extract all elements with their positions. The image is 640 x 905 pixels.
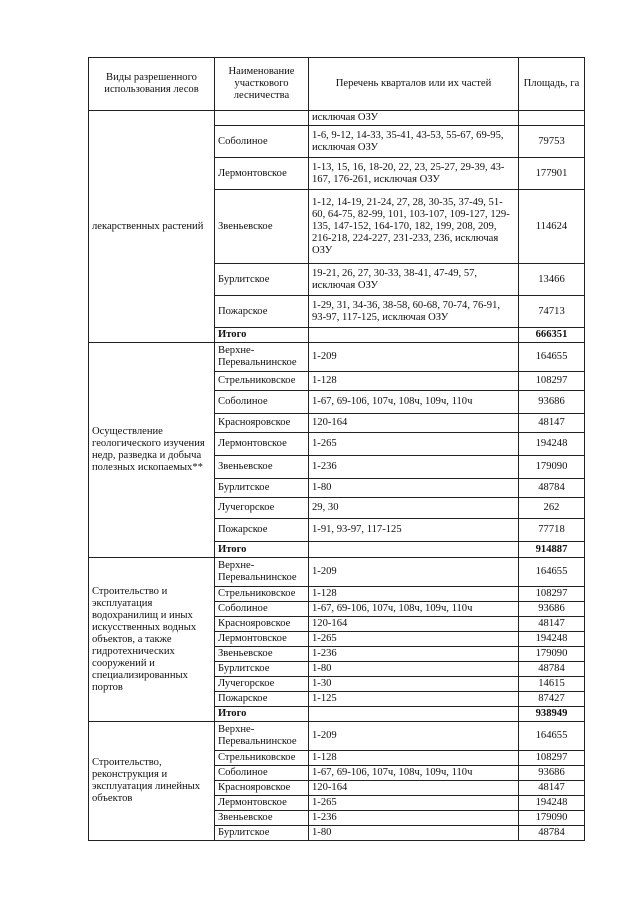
header-area: Площадь, га (519, 58, 585, 111)
quarters-cell: 1-67, 69-106, 107ч, 108ч, 109ч, 110ч (309, 391, 519, 414)
area-cell: 93686 (519, 766, 585, 781)
area-cell: 114624 (519, 190, 585, 264)
header-forestry: Наименование участкового лесничества (215, 58, 309, 111)
forestry-name-cell: Соболиное (215, 126, 309, 158)
forestry-name-cell (215, 111, 309, 126)
forestry-name-cell: Лермонтовское (215, 433, 309, 456)
quarters-cell: 1-128 (309, 751, 519, 766)
quarters-cell: 1-125 (309, 692, 519, 707)
area-cell: 262 (519, 498, 585, 519)
table-row (89, 558, 585, 587)
table-row (89, 722, 585, 751)
header-quarters: Перечень кварталов или их частей (309, 58, 519, 111)
quarters-cell: 1-13, 15, 16, 18-20, 22, 23, 25-27, 29-39, 43-167, 176-261, исключая ОЗУ (309, 158, 519, 190)
quarters-cell: 1-91, 93-97, 117-125 (309, 519, 519, 542)
quarters-cell: 1-236 (309, 456, 519, 479)
quarters-cell: 1-265 (309, 632, 519, 647)
forestry-name-cell: Соболиное (215, 602, 309, 617)
quarters-cell: 1-80 (309, 479, 519, 498)
use-type-cell: Осуществление геологического изучения недр, разведка и добыча полезных ископаемых** (89, 343, 215, 558)
total-area: 938949 (519, 707, 585, 722)
forestry-name-cell: Краснояровское (215, 617, 309, 632)
quarters-cell: 1-128 (309, 587, 519, 602)
area-cell: 194248 (519, 433, 585, 456)
quarters-cell: 120-164 (309, 617, 519, 632)
forestry-name-cell: Лермонтовское (215, 796, 309, 811)
quarters-cell: 1-30 (309, 677, 519, 692)
forestry-name-cell: Верхне-Перевальнинское (215, 722, 309, 751)
total-label: Итого (215, 707, 309, 722)
forestry-name-cell: Краснояровское (215, 781, 309, 796)
area-cell: 48147 (519, 781, 585, 796)
forestry-name-cell: Пожарское (215, 692, 309, 707)
area-cell: 48784 (519, 479, 585, 498)
forestry-name-cell: Лермонтовское (215, 158, 309, 190)
quarters-cell: 120-164 (309, 414, 519, 433)
quarters-cell: 1-236 (309, 811, 519, 826)
area-cell: 48147 (519, 414, 585, 433)
quarters-cell: 1-80 (309, 826, 519, 841)
area-cell: 48784 (519, 826, 585, 841)
quarters-cell: исключая ОЗУ (309, 111, 519, 126)
area-cell: 48147 (519, 617, 585, 632)
quarters-cell: 1-29, 31, 34-36, 38-58, 60-68, 70-74, 76-91, 93-97, 117-125, исключая ОЗУ (309, 296, 519, 328)
area-cell: 13466 (519, 264, 585, 296)
forestry-name-cell: Бурлитское (215, 826, 309, 841)
quarters-cell: 1-209 (309, 722, 519, 751)
quarters-cell: 19-21, 26, 27, 30-33, 38-41, 47-49, 57, исключая ОЗУ (309, 264, 519, 296)
header-use-type: Виды разрешенного использования лесов (89, 58, 215, 111)
use-type-cell: Строительство, реконструкция и эксплуатация линейных объектов (89, 722, 215, 841)
forestry-name-cell: Звеньевское (215, 811, 309, 826)
area-cell: 48784 (519, 662, 585, 677)
forestry-name-cell: Стрельниковское (215, 587, 309, 602)
forestry-name-cell: Верхне-Перевальнинское (215, 558, 309, 587)
total-quarters-empty (309, 542, 519, 558)
area-cell: 164655 (519, 343, 585, 372)
forestry-name-cell: Соболиное (215, 391, 309, 414)
quarters-cell: 1-236 (309, 647, 519, 662)
quarters-cell: 1-209 (309, 558, 519, 587)
area-cell: 194248 (519, 796, 585, 811)
forestry-name-cell: Стрельниковское (215, 372, 309, 391)
quarters-cell: 1-67, 69-106, 107ч, 108ч, 109ч, 110ч (309, 766, 519, 781)
total-quarters-empty (309, 328, 519, 343)
area-cell: 108297 (519, 372, 585, 391)
area-cell: 177901 (519, 158, 585, 190)
forestry-name-cell: Звеньевское (215, 647, 309, 662)
forestry-name-cell: Лермонтовское (215, 632, 309, 647)
area-cell: 77718 (519, 519, 585, 542)
total-quarters-empty (309, 707, 519, 722)
area-cell: 164655 (519, 722, 585, 751)
quarters-cell: 1-209 (309, 343, 519, 372)
table-body (89, 111, 585, 841)
quarters-cell: 1-265 (309, 796, 519, 811)
area-cell: 14615 (519, 677, 585, 692)
forestry-name-cell: Стрельниковское (215, 751, 309, 766)
forestry-name-cell: Бурлитское (215, 662, 309, 677)
forestry-name-cell: Краснояровское (215, 414, 309, 433)
forestry-name-cell: Звеньевское (215, 456, 309, 479)
quarters-cell: 29, 30 (309, 498, 519, 519)
use-type-cell: Строительство и эксплуатация водохранилищ и иных искусственных водных объектов, а также гидротехнических сооружений и специализированных портов (89, 558, 215, 722)
total-area: 914887 (519, 542, 585, 558)
area-cell: 87427 (519, 692, 585, 707)
area-cell: 179090 (519, 647, 585, 662)
forestry-name-cell: Бурлитское (215, 479, 309, 498)
quarters-cell: 120-164 (309, 781, 519, 796)
forestry-name-cell: Верхне-Перевальнинское (215, 343, 309, 372)
quarters-cell: 1-12, 14-19, 21-24, 27, 28, 30-35, 37-49, 51-60, 64-75, 82-99, 101, 103-107, 109-127, 129-135, 147-152, 164-170, 182, 199, 208, 209, 216-218, 224-227, 231-233, 236, исключая ОЗУ (309, 190, 519, 264)
total-label: Итого (215, 542, 309, 558)
forestry-name-cell: Соболиное (215, 766, 309, 781)
forestry-name-cell: Лучегорское (215, 677, 309, 692)
use-type-cell: лекарственных растений (89, 111, 215, 343)
forestry-name-cell: Бурлитское (215, 264, 309, 296)
area-cell: 93686 (519, 602, 585, 617)
area-cell: 164655 (519, 558, 585, 587)
table-row (89, 343, 585, 372)
quarters-cell: 1-6, 9-12, 14-33, 35-41, 43-53, 55-67, 69-95, исключая ОЗУ (309, 126, 519, 158)
area-cell: 93686 (519, 391, 585, 414)
area-cell: 108297 (519, 587, 585, 602)
quarters-cell: 1-80 (309, 662, 519, 677)
quarters-cell: 1-67, 69-106, 107ч, 108ч, 109ч, 110ч (309, 602, 519, 617)
forest-use-table (88, 57, 585, 841)
area-cell: 179090 (519, 811, 585, 826)
forestry-name-cell: Звеньевское (215, 190, 309, 264)
area-cell (519, 111, 585, 126)
table-header-row (89, 58, 585, 111)
quarters-cell: 1-128 (309, 372, 519, 391)
area-cell: 179090 (519, 456, 585, 479)
forestry-name-cell: Пожарское (215, 296, 309, 328)
quarters-cell: 1-265 (309, 433, 519, 456)
area-cell: 74713 (519, 296, 585, 328)
total-area: 666351 (519, 328, 585, 343)
total-label: Итого (215, 328, 309, 343)
forestry-name-cell: Лучегорское (215, 498, 309, 519)
area-cell: 79753 (519, 126, 585, 158)
area-cell: 194248 (519, 632, 585, 647)
area-cell: 108297 (519, 751, 585, 766)
table-row (89, 111, 585, 126)
forestry-name-cell: Пожарское (215, 519, 309, 542)
